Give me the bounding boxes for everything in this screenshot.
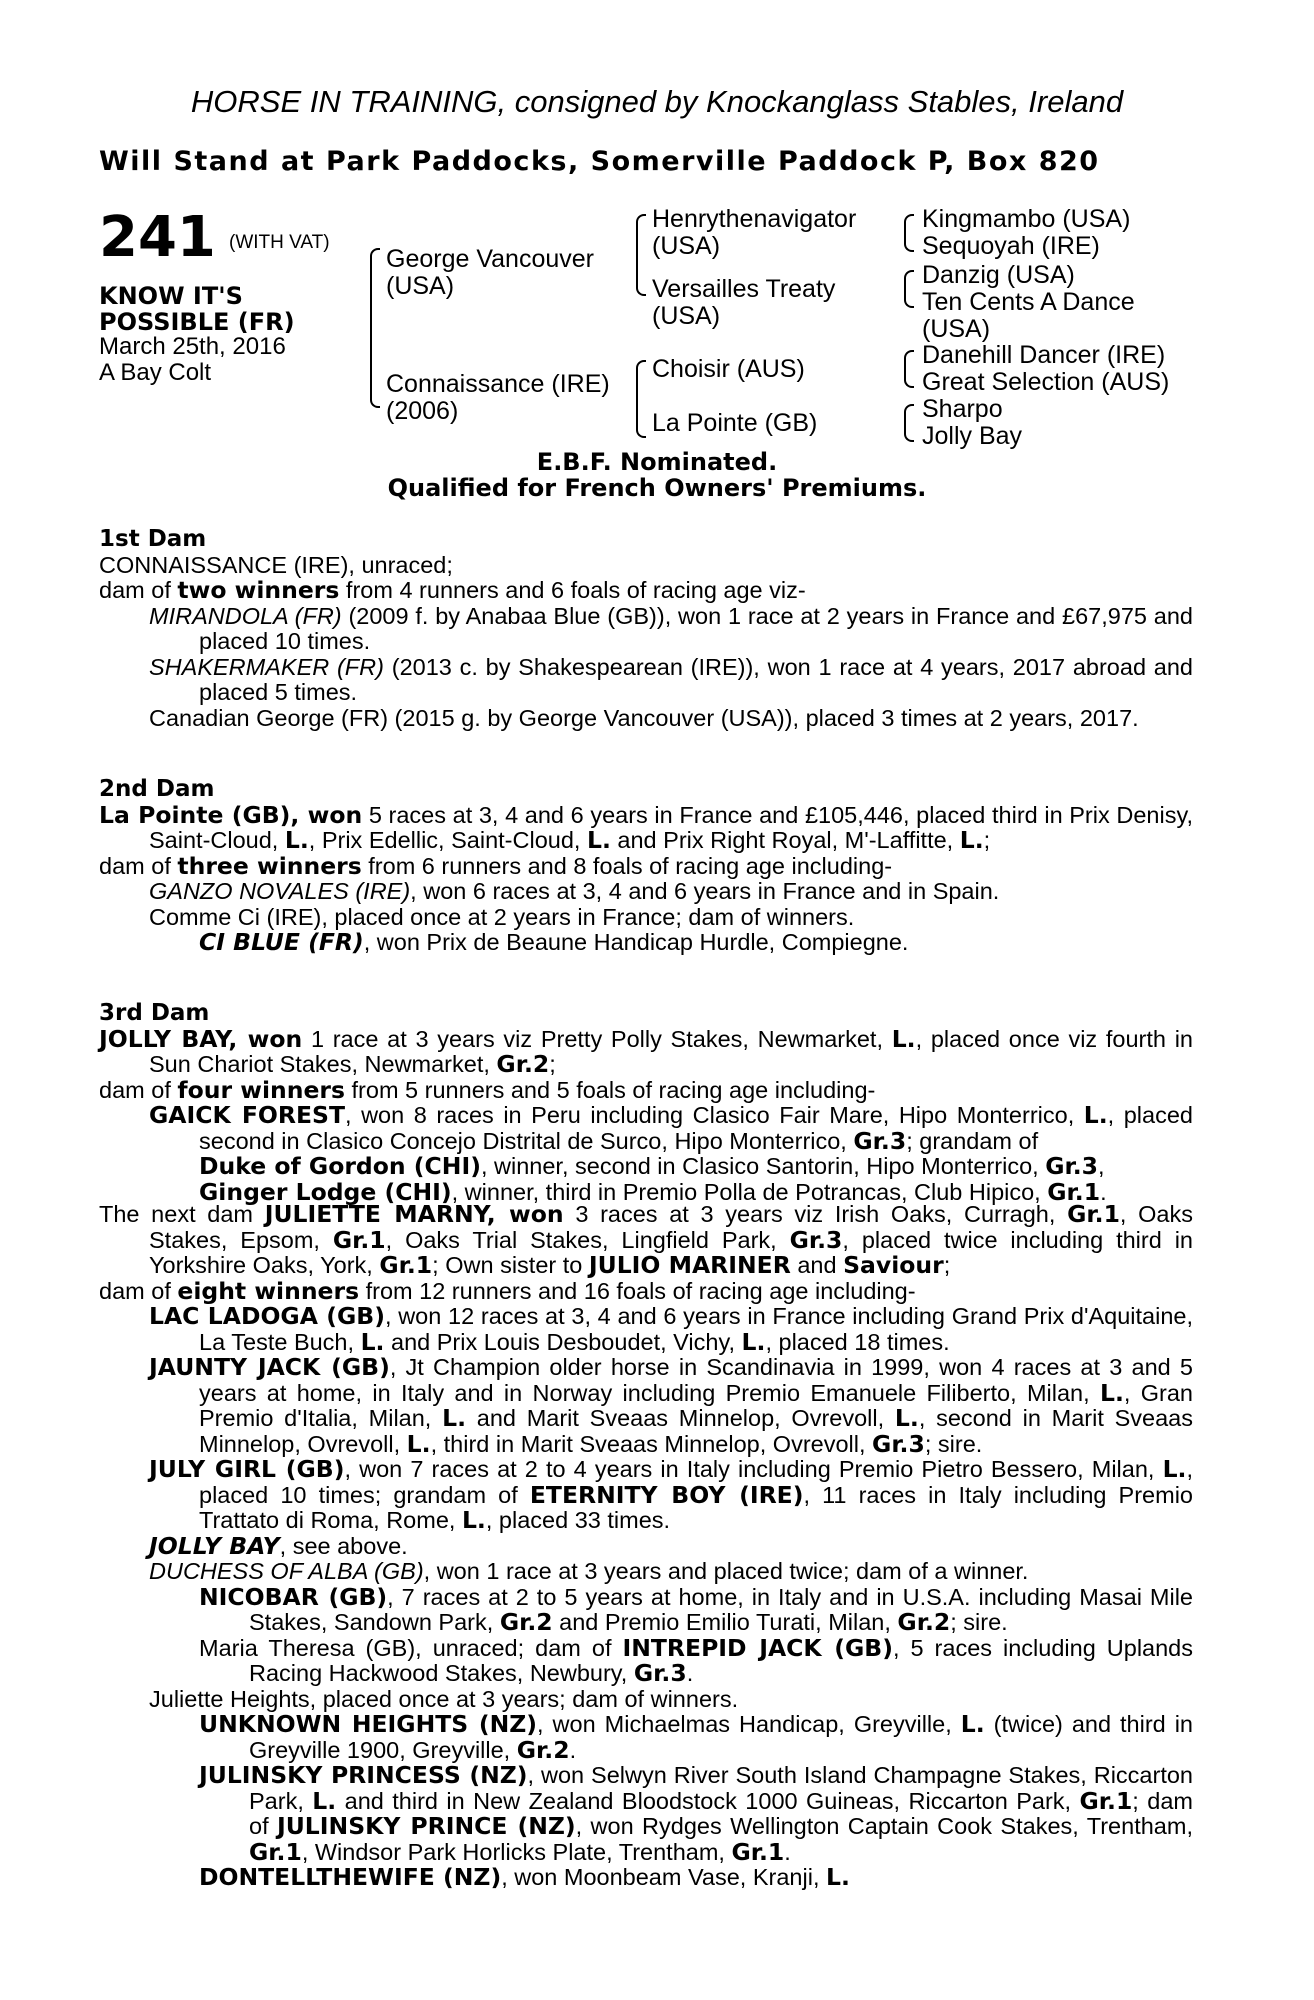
progeny-entry: SHAKERMAKER (FR) (2013 c. by Shakespearean (IRE)), won 1 race at 4 years, 2017 abroad and placed 5 times.: [149, 653, 1193, 705]
ebf-note: E.B.F. Nominated.: [536, 448, 778, 476]
dam-name: Connaissance (IRE): [386, 370, 610, 398]
vat-note: (WITH VAT): [229, 232, 330, 253]
progeny-entry: MIRANDOLA (FR) (2009 f. by Anabaa Blue (GB)), won 1 race at 2 years in France and £67,975 and placed 10 times.: [149, 602, 1193, 654]
section-heading: 2nd Dam: [99, 776, 215, 802]
section-heading: 3rd Dam: [99, 1000, 210, 1026]
dam-record: dam of three winners from 6 runners and 8 foals of racing age including-: [99, 851, 893, 880]
sire-country: (USA): [386, 272, 455, 300]
french-premium-note: Qualified for French Owners' Premiums.: [387, 474, 927, 502]
dam-summary: The next dam JULIETTE MARNY, won 3 races at 3 years viz Irish Oaks, Curragh, Gr.1, Oaks Stakes, Epsom, Gr.1, Oaks Trial Stakes, Lingfield Park, Gr.3, placed twice including third in Yorkshire Oaks, York, Gr.1; Own sister to JULIO MARINER and Saviour;: [99, 1200, 1193, 1279]
pedigree-brace-ds: [904, 350, 914, 388]
ss-dam: Sequoyah (IRE): [922, 232, 1100, 260]
progeny-entry: CI BLUE (FR), won Prix de Beaune Handicap Hurdle, Compiegne.: [199, 928, 909, 956]
dam-record: dam of two winners from 4 runners and 6 foals of racing age viz-: [99, 576, 806, 604]
pedigree-brace-ss: [904, 214, 914, 252]
dam-year: (2006): [386, 397, 459, 425]
progeny-entry: Canadian George (FR) (2015 g. by George Vancouver (USA)), placed 3 times at 2 years, 2017.: [149, 704, 1139, 731]
pedigree-brace-dam: [636, 360, 646, 438]
progeny-entry: Comme Ci (IRE), placed once at 2 years in France; dam of winners.: [149, 903, 855, 930]
sd-sire: Danzig (USA): [922, 261, 1075, 289]
pedigree-brace-sire: [636, 214, 646, 296]
next-dam-section: [99, 1202, 1193, 1891]
section-heading: 1st Dam: [99, 526, 207, 552]
lot-number: 241: [99, 205, 216, 270]
horse-name-line1: KNOW IT'S: [99, 282, 243, 310]
ss-sire: Kingmambo (USA): [922, 205, 1131, 233]
dam-sire: Choisir (AUS): [652, 355, 805, 383]
pedigree-brace-dd: [904, 404, 914, 442]
pedigree-brace-sd: [904, 270, 914, 308]
progeny-entry: JOLLY BAY, see above.: [149, 1531, 408, 1560]
progeny-entry: JULY GIRL (GB), won 7 races at 2 to 4 years in Italy including Premio Pietro Bessero, Milan, L., placed 10 times; grandam of ETERNITY BOY (IRE), 11 races in Italy including Premio Trattato di Roma, Rome, L., placed 33 times.: [149, 1455, 1193, 1534]
progeny-entry: JULINSKY PRINCESS (NZ), won Selwyn River South Island Champagne Stakes, Riccarton Park, L. and third in New Zealand Bloodstock 1000 Guineas, Riccarton Park, Gr.1; dam of JULINSKY PRINCE (NZ), won Rydges Wellington Captain Cook Stakes, Trentham, Gr.1, Windsor Park Horlicks Plate, Trentham, Gr.1.: [199, 1761, 1193, 1866]
dam-record: dam of four winners from 5 runners and 5 foals of racing age including-: [99, 1075, 876, 1104]
dam-dam: La Pointe (GB): [652, 409, 818, 437]
progeny-entry: Juliette Heights, placed once at 3 years; dam of winners.: [149, 1685, 739, 1712]
foaling-date: March 25th, 2016: [99, 333, 286, 360]
progeny-entry: JAUNTY JACK (GB), Jt Champion older horse in Scandinavia in 1999, won 4 races at 3 and 5 years at home, in Italy and in Norway including Premio Emanuele Filiberto, Milan, L., Gran Premio d'Italia, Milan, L. and Marit Sveaas Minnelop, Ovrevoll, L., second in Marit Sveaas Minnelop, Ovrevoll, L., third in Marit Sveaas Minnelop, Ovrevoll, Gr.3; sire.: [149, 1353, 1193, 1458]
sd-dam-country: (USA): [922, 315, 991, 343]
horse-description: A Bay Colt: [99, 359, 212, 386]
dam-summary: La Pointe (GB), won 5 races at 3, 4 and 6 years in France and £105,446, placed third in Prix Denisy, Saint-Cloud, L., Prix Edellic, Saint-Cloud, L. and Prix Right Royal, M'-Laffitte, L.;: [99, 800, 1193, 854]
second-dam-section: [99, 776, 1193, 956]
dam-record: dam of eight winners from 12 runners and 16 foals of racing age including-: [99, 1276, 916, 1305]
dd-dam: Jolly Bay: [922, 422, 1023, 450]
progeny-entry: GAICK FOREST, won 8 races in Peru including Clasico Fair Mare, Hipo Monterrico, L., placed second in Clasico Concejo Distrital de Surco, Hipo Monterrico, Gr.3; grandam of Duke of Gordon (CHI), winner, second in Clasico Santorin, Hipo Monterrico, Gr.3, Ginger Lodge (CHI), winner, third in Premio Polla de Potrancas, Club Hipico, Gr.1.: [149, 1101, 1193, 1206]
third-dam-section: [99, 1000, 1193, 1205]
dam-summary: JOLLY BAY, won 1 race at 3 years viz Pretty Polly Stakes, Newmarket, L., placed once viz fourth in Sun Chariot Stakes, Newmarket, Gr.2;: [99, 1024, 1193, 1078]
progeny-entry: LAC LADOGA (GB), won 12 races at 3, 4 and 6 years in France including Grand Prix d'Aquitaine, La Teste Buch, L. and Prix Louis Desboudet, Vichy, L., placed 18 times.: [149, 1302, 1193, 1356]
catalogue-title: HORSE IN TRAINING, consigned by Knockanglass Stables, Ireland: [190, 84, 1124, 119]
progeny-entry: DONTELLTHEWIFE (NZ), won Moonbeam Vase, Kranji, L.: [199, 1863, 850, 1891]
sire-dam: Versailles Treaty: [652, 275, 836, 303]
ds-sire: Danehill Dancer (IRE): [922, 341, 1166, 369]
progeny-entry: UNKNOWN HEIGHTS (NZ), won Michaelmas Handicap, Greyville, L. (twice) and third in Greyville 1900, Greyville, Gr.2.: [199, 1710, 1194, 1764]
progeny-entry: Maria Theresa (GB), unraced; dam of INTREPID JACK (GB), 5 races including Uplands Racing Hackwood Stakes, Newbury, Gr.3.: [199, 1633, 1193, 1687]
sire-name: George Vancouver: [386, 245, 594, 273]
progeny-entry: GANZO NOVALES (IRE), won 6 races at 3, 4 and 6 years in France and in Spain.: [149, 878, 1000, 904]
ds-dam: Great Selection (AUS): [922, 368, 1170, 396]
first-dam-section: [99, 526, 1193, 731]
pedigree-brace-main: [370, 248, 380, 408]
dd-sire: Sharpo: [922, 395, 1003, 423]
sire-sire: Henrythenavigator: [652, 205, 857, 233]
stand-location: Will Stand at Park Paddocks, Somerville Paddock P, Box 820: [99, 146, 1100, 177]
progeny-entry: DUCHESS OF ALBA (GB), won 1 race at 3 years and placed twice; dam of a winner.: [149, 1558, 1029, 1584]
horse-name-line2: POSSIBLE (FR): [99, 308, 295, 336]
progeny-entry: NICOBAR (GB), 7 races at 2 to 5 years at home, in Italy and in U.S.A. including Masai Mile Stakes, Sandown Park, Gr.2 and Premio Emilio Turati, Milan, Gr.2; sire.: [199, 1582, 1193, 1636]
dam-summary: CONNAISSANCE (IRE), unraced;: [99, 551, 453, 578]
sire-dam-country: (USA): [652, 302, 721, 330]
sire-sire-country: (USA): [652, 232, 721, 260]
sd-dam: Ten Cents A Dance: [922, 288, 1135, 316]
